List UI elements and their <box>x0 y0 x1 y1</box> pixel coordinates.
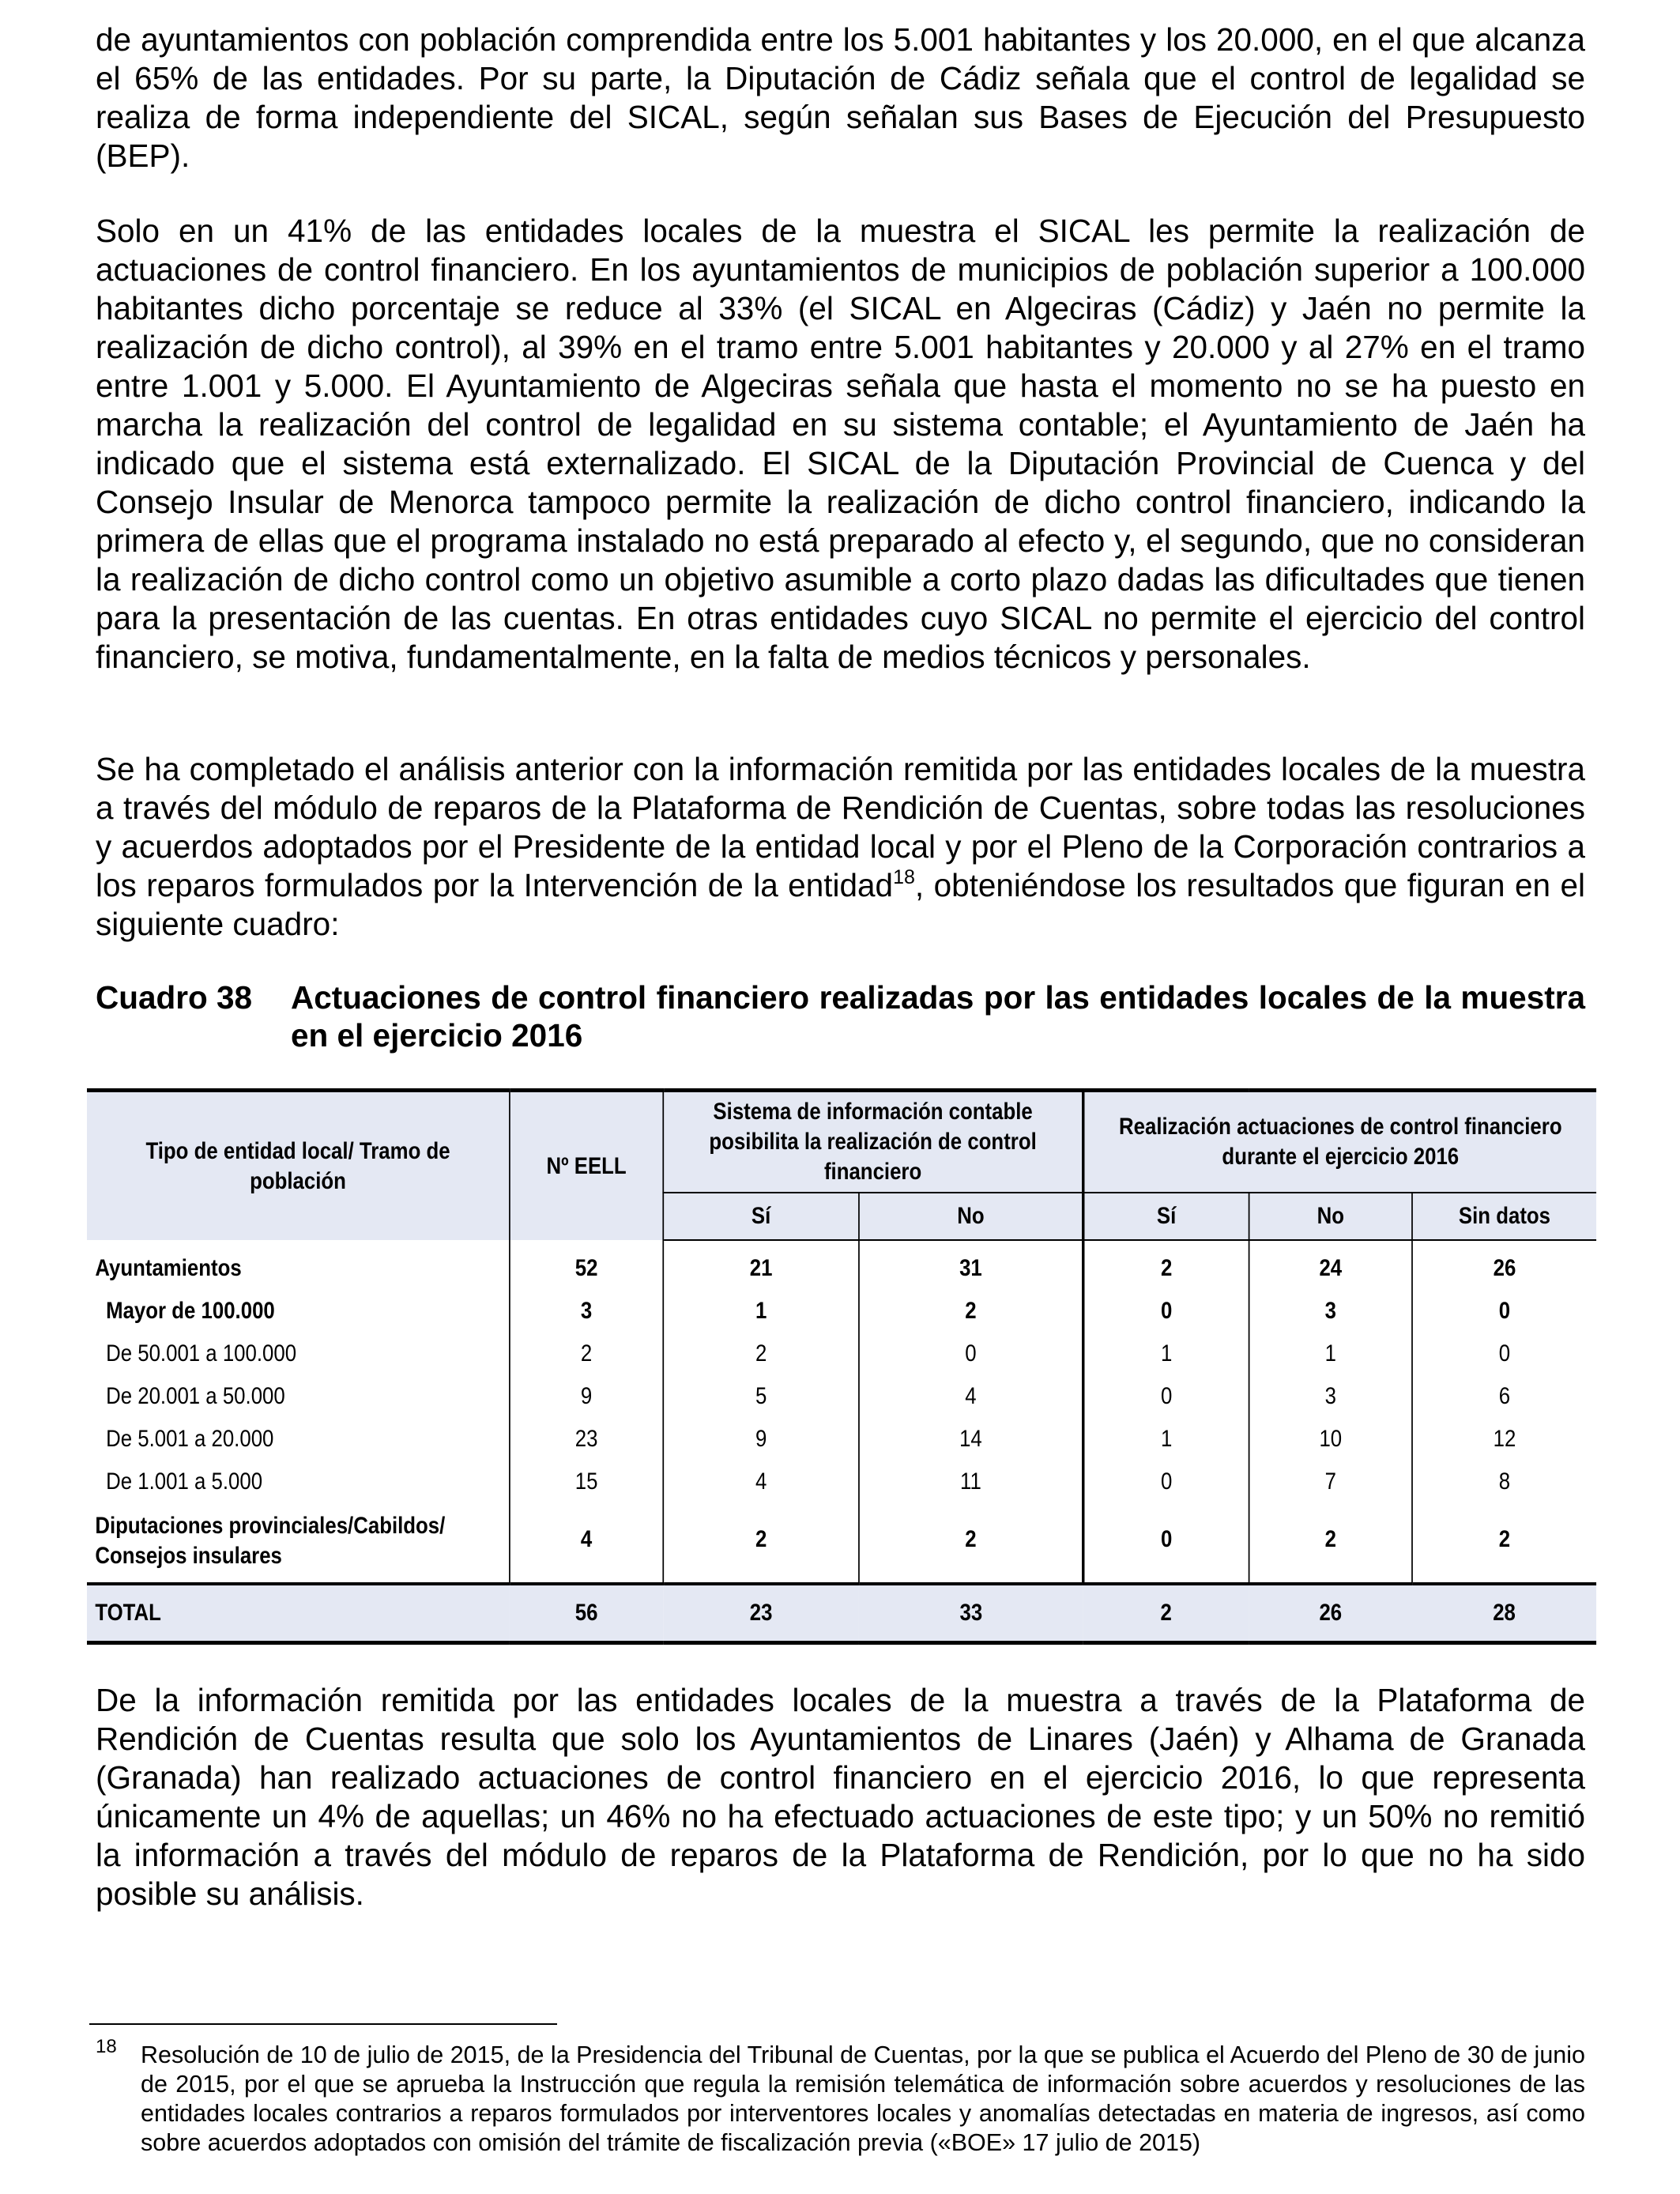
cell-sin-datos: 6 <box>1498 1383 1511 1409</box>
header-group-realizacion: Realización actuaciones de control financiero durante el ejercicio 2016 <box>1083 1091 1596 1193</box>
cell-sin-datos: 8 <box>1498 1468 1511 1495</box>
cell-sistema-no: 2 <box>859 1290 1083 1333</box>
cell-realizacion-no: 24 <box>1249 1240 1412 1290</box>
header-sistema-si: Sí <box>663 1193 859 1240</box>
cell-sistema-si: 21 <box>663 1240 859 1290</box>
cell-realizacion-si: 0 <box>1083 1375 1249 1418</box>
cell-n-eell: 56 <box>510 1584 663 1643</box>
cell-sin-datos: 26 <box>1493 1255 1516 1281</box>
cell-sin-datos: 0 <box>1498 1340 1511 1367</box>
cell-sistema-si: 4 <box>663 1461 859 1503</box>
row-label-line: Consejos insulares <box>95 1543 282 1569</box>
cell-realizacion-no: 10 <box>1249 1418 1412 1461</box>
cell-realizacion-si: 1 <box>1083 1333 1249 1375</box>
cell-sistema-no: 33 <box>859 1584 1083 1643</box>
cell-sistema-no: 0 <box>859 1333 1083 1375</box>
cell-realizacion-no: 7 <box>1249 1461 1412 1503</box>
row-label: De 5.001 a 20.000 <box>87 1418 510 1461</box>
cell-sin-datos: 2 <box>1498 1526 1511 1552</box>
cell-sistema-si: 1 <box>663 1290 859 1333</box>
header-sin-datos: Sin datos <box>1412 1193 1596 1240</box>
cell-realizacion-si: 2 <box>1083 1240 1249 1290</box>
cell-sistema-no: 2 <box>859 1503 1083 1584</box>
cell-n-eell: 3 <box>510 1290 663 1333</box>
cell-sistema-no: 14 <box>859 1418 1083 1461</box>
header-realizacion-si: Sí <box>1083 1193 1249 1240</box>
header-realizacion-no: No <box>1249 1193 1412 1240</box>
paragraph-sical-control: Solo en un 41% de las entidades locales de la muestra el SICAL les permite la realización de actuaciones de control financiero. En los ayuntamientos de municipios de población superior a 100.000 habitantes dicho porcentaje se reduce al 33% (el SICAL en Algeciras (Cádiz) y Jaén no permite la realización de dicho control), al 39% en el tramo entre 5.001 habitantes y 20.000 y al 27% en el tramo entre 1.001 y 5.000. El Ayuntamiento de Algeciras señala que hasta el momento no se ha puesto en marcha la realización del control de legalidad en su sistema contable; el Ayuntamiento de Jaén ha indicado que el sistema está externalizado. El SICAL de la Diputación Provincial de Cuenca y del Consejo Insular de Menorca tampoco permite la realización de dicho control financiero, indicando la primera de ellas que el programa instalado no está preparado al efecto y, el segundo, que no consideran la realización de dicho control como un objetivo asumible a corto plazo dadas las dificultades que tienen para la presentación de las cuentas. En otras entidades cuyo SICAL no permite el ejercicio del control financiero, se motiva, fundamentalmente, en la falta de medios técnicos y personales. <box>96 213 1585 675</box>
cell-sistema-si: 2 <box>663 1333 859 1375</box>
cell-n-eell: 23 <box>510 1418 663 1461</box>
paragraph-text: Se ha completado el análisis anterior con la información remitida por las entidades locales de la muestra a través del módulo de reparos de la Plataforma de Rendición de Cuentas, sobre todas las resoluciones y acuerdos adoptados por el Presidente de la entidad local y por el Pleno de la Corporación contrarios a los reparos formulados por la Intervención de la entidad <box>96 751 1585 903</box>
cell-sistema-si: 2 <box>663 1503 859 1584</box>
table-row <box>87 1418 1596 1461</box>
total-row <box>87 1584 1596 1643</box>
cell-realizacion-si: 0 <box>1083 1290 1249 1333</box>
total-label: TOTAL <box>87 1584 510 1643</box>
cell-realizacion-no: 26 <box>1249 1584 1412 1643</box>
paragraph-text: , obteniéndose los resultados que figuran en el siguiente cuadro: <box>96 867 1585 942</box>
cell-realizacion-no: 3 <box>1249 1375 1412 1418</box>
cell-sin-datos: 0 <box>1498 1298 1511 1324</box>
row-label: Mayor de 100.000 <box>87 1290 510 1333</box>
cell-realizacion-no: 2 <box>1249 1503 1412 1584</box>
table-caption <box>96 978 1585 1054</box>
header-sistema-no: No <box>859 1193 1083 1240</box>
cell-sin-datos: 12 <box>1493 1426 1516 1452</box>
cell-realizacion-si: 2 <box>1083 1584 1249 1643</box>
footnote-divider <box>89 2023 557 2025</box>
cell-sistema-si: 23 <box>663 1584 859 1643</box>
row-label-line: Diputaciones provinciales/Cabildos/ <box>95 1513 446 1539</box>
cell-n-eell: 15 <box>510 1461 663 1503</box>
table-row <box>87 1375 1596 1418</box>
cell-sistema-si: 5 <box>663 1375 859 1418</box>
row-label <box>87 1503 510 1584</box>
table-row <box>87 1333 1596 1375</box>
cell-realizacion-si: 0 <box>1083 1461 1249 1503</box>
cell-sistema-no: 4 <box>859 1375 1083 1418</box>
cell-sistema-no: 11 <box>859 1461 1083 1503</box>
cell-realizacion-si: 0 <box>1083 1503 1249 1584</box>
cell-sistema-no: 31 <box>859 1240 1083 1290</box>
table-row <box>87 1503 1596 1584</box>
footnote-number: 18 <box>96 2036 117 2057</box>
cell-realizacion-no: 1 <box>1249 1333 1412 1375</box>
cell-realizacion-si: 1 <box>1083 1418 1249 1461</box>
footnote-text: Resolución de 10 de julio de 2015, de la Presidencia del Tribunal de Cuentas, por la que se publica el Acuerdo del Pleno de 30 de junio de 2015, por el que se aprueba la Instrucción que regula la remisión telemática de información sobre acuerdos y resoluciones de las entidades locales contrarios a reparos formulados por interventores locales y anomalías detectadas en materia de ingresos, así como sobre acuerdos adoptados con omisión del trámite de fiscalización previa («BOE» 17 julio de 2015) <box>141 2041 1585 2156</box>
cell-n-eell: 4 <box>510 1503 663 1584</box>
cell-sistema-si: 9 <box>663 1418 859 1461</box>
footnote-reference[interactable]: 18 <box>893 866 915 888</box>
row-label: Ayuntamientos <box>87 1240 510 1290</box>
table-row <box>87 1461 1596 1503</box>
cell-sin-datos: 28 <box>1412 1584 1596 1643</box>
row-label: De 1.001 a 5.000 <box>87 1461 510 1503</box>
header-n-eell: Nº EELL <box>510 1091 663 1241</box>
cell-n-eell: 52 <box>510 1240 663 1290</box>
row-label: De 20.001 a 50.000 <box>87 1375 510 1418</box>
cell-realizacion-no: 3 <box>1249 1290 1412 1333</box>
table-row <box>87 1290 1596 1333</box>
row-label: De 50.001 a 100.000 <box>87 1333 510 1375</box>
paragraph-results: De la información remitida por las entidades locales de la muestra a través de la Plataforma de Rendición de Cuentas resulta que solo los Ayuntamientos de Linares (Jaén) y Alhama de Granada (Granada) han realizado actuaciones de control financiero en el ejercicio 2016, lo que representa únicamente un 4% de aquellas; un 46% no ha efectuado actuaciones de este tipo; y un 50% no remitió la información a través del módulo de reparos de la Plataforma de Rendición, por lo que no ha sido posible su análisis. <box>96 1682 1585 1912</box>
paragraph-reparos-analysis <box>96 750 1585 944</box>
header-tipo: Tipo de entidad local/ Tramo de población <box>87 1091 510 1241</box>
caption-title: Actuaciones de control financiero realizadas por las entidades locales de la muestra en el ejercicio 2016 <box>291 979 1585 1054</box>
paragraph-intro: de ayuntamientos con población comprendida entre los 5.001 habitantes y los 20.000, en el que alcanza el 65% de las entidades. Por su parte, la Diputación de Cádiz señala que el control de legalidad se realiza de forma independiente del SICAL, según señalan sus Bases de Ejecución del Presupuesto (BEP). <box>96 21 1585 174</box>
cell-n-eell: 9 <box>510 1375 663 1418</box>
table-row <box>87 1240 1596 1290</box>
header-group-sistema: Sistema de información contable posibilita la realización de control financiero <box>663 1091 1083 1193</box>
caption-number: Cuadro 38 <box>96 979 253 1016</box>
cell-n-eell: 2 <box>510 1333 663 1375</box>
control-financiero-table <box>87 1088 1596 1645</box>
